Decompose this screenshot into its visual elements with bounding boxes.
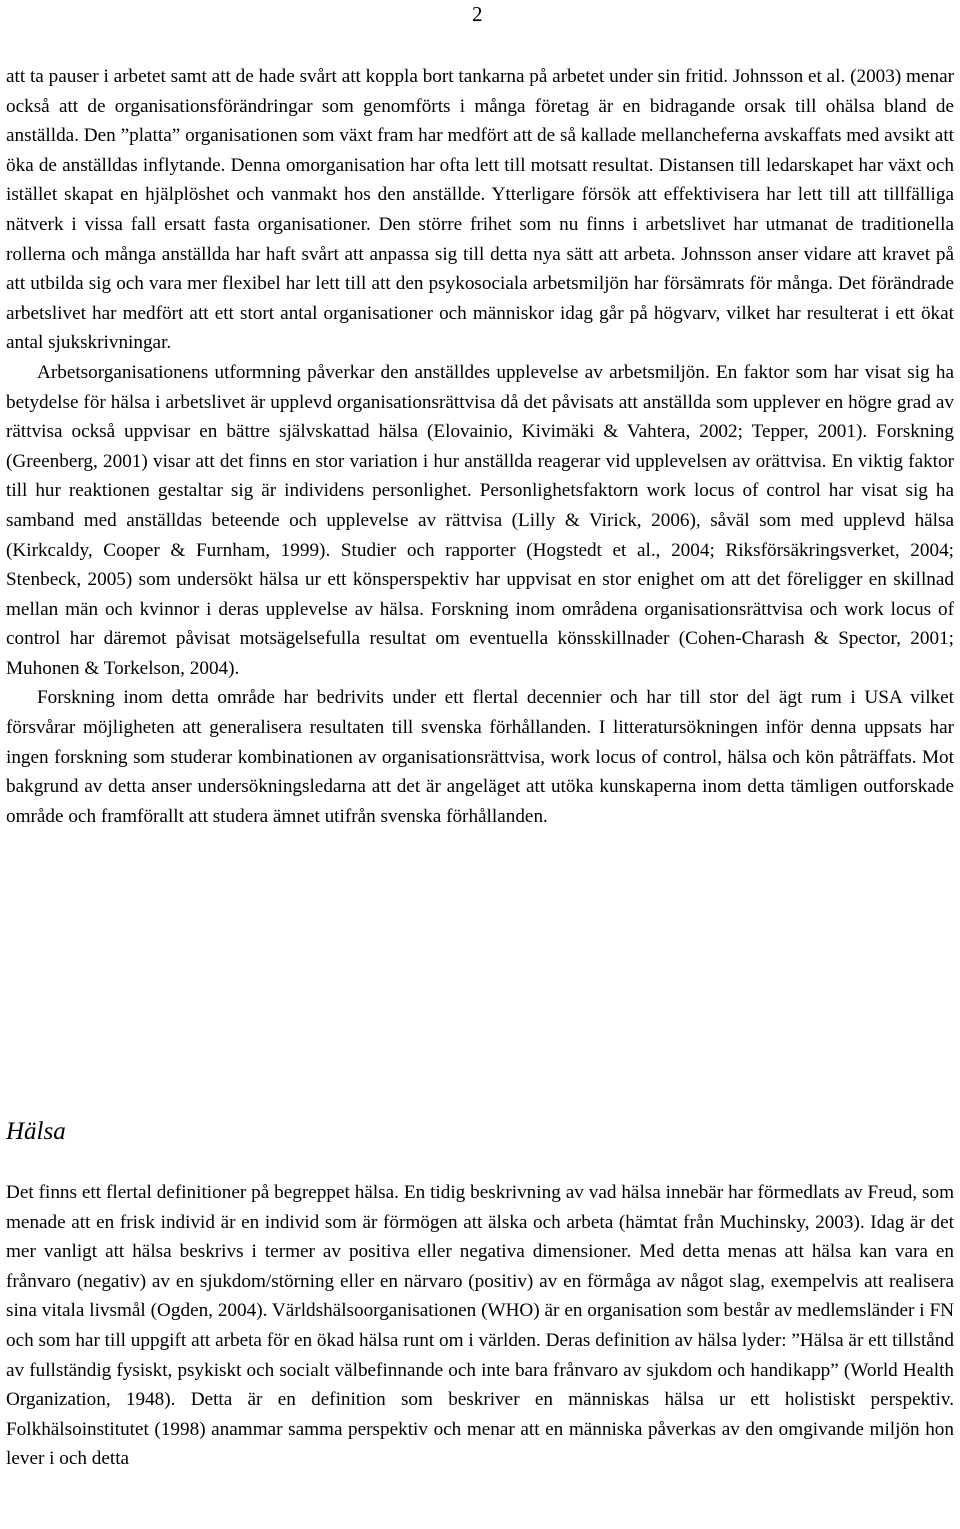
page-number: 2 bbox=[472, 2, 483, 26]
paragraph: Forskning inom detta område har bedrivits under ett flertal decennier och har till stor del ägt rum i USA vilket försvårar möjligheten att generalisera resultaten till svenska förhållanden. I litteratursökningen inför denna uppsats har ingen forskning som studerar kombinationen av organisationsrättvisa, work locus of control, hälsa och kön påträffats. Mot bakgrund av detta anser undersökningsledarna att det är angeläget att utöka kunskaperna inom detta tämligen outforskade område och framförallt att studera ämnet utifrån svenska förhållanden. bbox=[6, 687, 954, 827]
section-heading: Hälsa bbox=[6, 1118, 66, 1145]
paragraph: Arbetsorganisationens utformning påverkar den anställdes upplevelse av arbetsmiljön. En faktor som har visat sig ha betydelse för hälsa i arbetslivet är upplevd organisationsrättvisa då det påvisats att anställda som upplever en högre grad av rättvisa också uppvisar en bättre självskattad hälsa (Elovainio, Kivimäki & Vahtera, 2002; Tepper, 2001). Forskning (Greenberg, 2001) visar att det finns en stor variation i hur anställda reagerar vid upplevelsen av orättvisa. En viktig faktor till hur reaktionen gestaltar sig är individens personlighet. Personlighetsfaktorn work locus of control har visat sig ha samband med anställdas beteende och upplevelse av rättvisa (Lilly & Virick, 2006), såväl som med upplevd hälsa (Kirkcaldy, Cooper & Furnham, 1999). Studier och rapporter (Hogstedt et al., 2004; Riksförsäkringsverket, 2004; Stenbeck, 2005) som undersökt hälsa ur ett könsperspektiv har uppvisat en stor enighet om att det föreligger en skillnad mellan män och kvinnor i deras upplevelse av hälsa. Forskning inom områdena organisationsrättvisa och work locus of control har däremot påvisat motsägelsefulla resultat om eventuella könsskillnader (Cohen-Charash & Spector, 2001; Muhonen & Torkelson, 2004). bbox=[6, 361, 954, 679]
body-text-section-1 bbox=[6, 62, 954, 831]
paragraph: att ta pauser i arbetet samt att de hade svårt att koppla bort tankarna på arbetet under sin fritid. Johnsson et al. (2003) menar också att de organisationsförändringar som genomförts i många företag är en bidragande orsak till ohälsa bland de anställda. Den ”platta” organisationen som växt fram har medfört att de så kallade mellancheferna avskaffats med avsikt att öka de anställdas inflytande. Denna omorganisation har ofta lett till motsatt resultat. Distansen till ledarskapet har växt och istället skapat en hjälplöshet och vanmakt hos den anställde. Ytterligare försök att effektivisera har lett till att tillfälliga nätverk i vissa fall ersatt fasta organisationer. Den större frihet som nu finns i arbetslivet har utmanat de traditionella rollerna och många anställda har haft svårt att anpassa sig till detta nya sätt att arbeta. Johnsson anser vidare att kravet på att utbilda sig och vara mer flexibel har lett till att den psykosociala arbetsmiljön har försämrats för många. Det förändrade arbetslivet har medfört att ett stort antal organisationer och människor idag går på högvarv, vilket har resulterat i ett ökat antal sjukskrivningar. bbox=[6, 66, 954, 354]
paragraph: Det finns ett flertal definitioner på begreppet hälsa. En tidig beskrivning av vad hälsa innebär har förmedlats av Freud, som menade att en frisk individ är en individ som är förmögen att älska och arbeta (hämtat från Muchinsky, 2003). Idag är det mer vanligt att hälsa beskrivs i termer av positiva eller negativa dimensioner. Med detta menas att hälsa kan vara en frånvaro (negativ) av en sjukdom/störning eller en närvaro (positiv) av en förmåga av något slag, exempelvis att realisera sina vitala livsmål (Ogden, 2004). Världshälsoorganisationen (WHO) är en organisation som består av medlemsländer i FN och som har till uppgift att arbeta för en ökad hälsa runt om i världen. Deras definition av hälsa lyder: ”Hälsa är ett tillstånd av fullständig fysiskt, psykiskt och socialt välbefinnande och inte bara frånvaro av sjukdom och handikapp” (World Health Organization, 1948). Detta är en definition som beskriver en människas hälsa ur ett holistiskt perspektiv. Folkhälsoinstitutet (1998) anammar samma perspektiv och menar att en människa påverkas av den omgivande miljön hon lever i och detta bbox=[6, 1182, 954, 1470]
body-text-section-2 bbox=[6, 1178, 954, 1474]
